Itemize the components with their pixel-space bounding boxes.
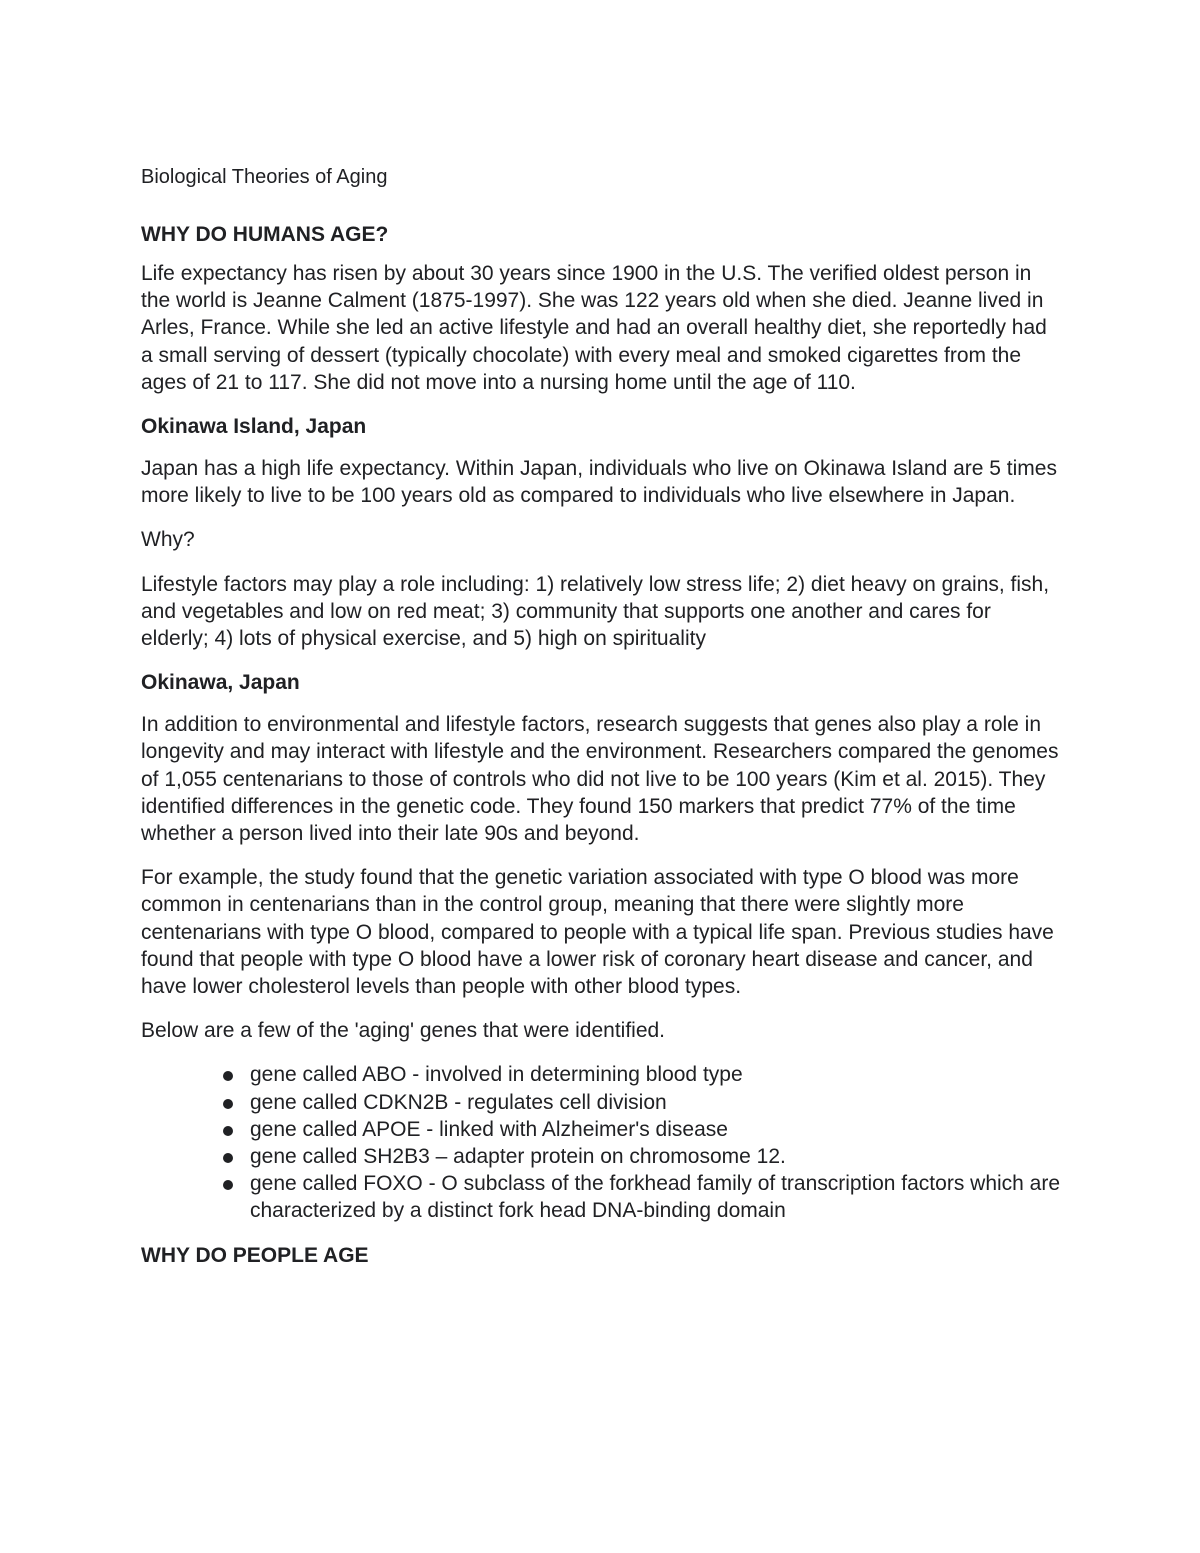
bullet-icon xyxy=(223,1071,233,1081)
paragraph-genes-research: In addition to environmental and lifestyle factors, research suggests that genes also play a role in longevity and may interact with lifestyle and the environment. Researchers compared the genomes of 1,055 centenarians to those of controls who did not live to be 100 years (Kim et al. 2015). They identified differences in the genetic code. They found 150 markers that predict 77% of the time whether a person lived into their late 90s and beyond. xyxy=(141,713,1059,846)
bullet-icon xyxy=(223,1126,233,1136)
list-item-text: gene called SH2B3 – adapter protein on chromosome 12. xyxy=(250,1145,786,1169)
bullet-icon xyxy=(223,1153,233,1163)
paragraph-why: Why? xyxy=(141,528,195,552)
bullet-icon xyxy=(223,1180,233,1190)
list-item xyxy=(141,1116,1061,1143)
section-heading-why-humans-age: WHY DO HUMANS AGE? xyxy=(141,223,389,246)
paragraph-life-expectancy: Life expectancy has risen by about 30 years since 1900 in the U.S. The verified oldest person in the world is Jeanne Calment (1875-1997). She was 122 years old when she died. Jeanne lived in Arles, France. While she led an active lifestyle and had an overall healthy diet, she reportedly had a small serving of dessert (typically chocolate) with every meal and smoked cigarettes from the ages of 21 to 117. She did not move into a nursing home until the age of 110. xyxy=(141,262,1047,394)
list-item-text: gene called FOXO - O subclass of the forkhead family of transcription factors which are characterized by a distinct fork head DNA-binding domain xyxy=(250,1172,1061,1223)
section-heading-okinawa-japan: Okinawa, Japan xyxy=(141,671,300,695)
paragraph-type-o-blood: For example, the study found that the genetic variation associated with type O blood was more common in centenarians than in the control group, meaning that there were slightly more centenarians with type O blood, compared to people with a typical life span. Previous studies have found that people with type O blood have a lower risk of coronary heart disease and cancer, and have lower cholesterol levels than people with other blood types. xyxy=(141,866,1054,999)
paragraph-aging-genes-intro: Below are a few of the 'aging' genes that were identified. xyxy=(141,1019,666,1043)
paragraph-lifestyle-factors: Lifestyle factors may play a role including: 1) relatively low stress life; 2) diet heavy on grains, fish, and vegetables and low on red meat; 3) community that supports one another and cares for elderly; 4) lots of physical exercise, and 5) high on spirituality xyxy=(141,572,1050,651)
list-item-text: gene called CDKN2B - regulates cell division xyxy=(250,1090,667,1114)
list-item xyxy=(141,1061,1061,1088)
list-item xyxy=(141,1089,1061,1116)
list-item xyxy=(141,1143,1061,1170)
document-page xyxy=(141,160,1061,1281)
list-item xyxy=(141,1170,1061,1224)
section-heading-okinawa-island: Okinawa Island, Japan xyxy=(141,415,367,439)
paragraph-japan-life-expectancy: Japan has a high life expectancy. Within Japan, individuals who live on Okinawa Island are 5 times more likely to live to be 100 years old as compared to individuals who live elsewhere in Japan. xyxy=(141,457,1057,508)
document-title: Biological Theories of Aging xyxy=(141,166,388,188)
bullet-icon xyxy=(223,1099,233,1109)
section-heading-why-people-age: WHY DO PEOPLE AGE xyxy=(141,1243,369,1267)
aging-genes-list xyxy=(141,1061,1061,1224)
list-item-text: gene called APOE - linked with Alzheimer's disease xyxy=(250,1117,728,1141)
list-item-text: gene called ABO - involved in determining blood type xyxy=(250,1063,743,1087)
